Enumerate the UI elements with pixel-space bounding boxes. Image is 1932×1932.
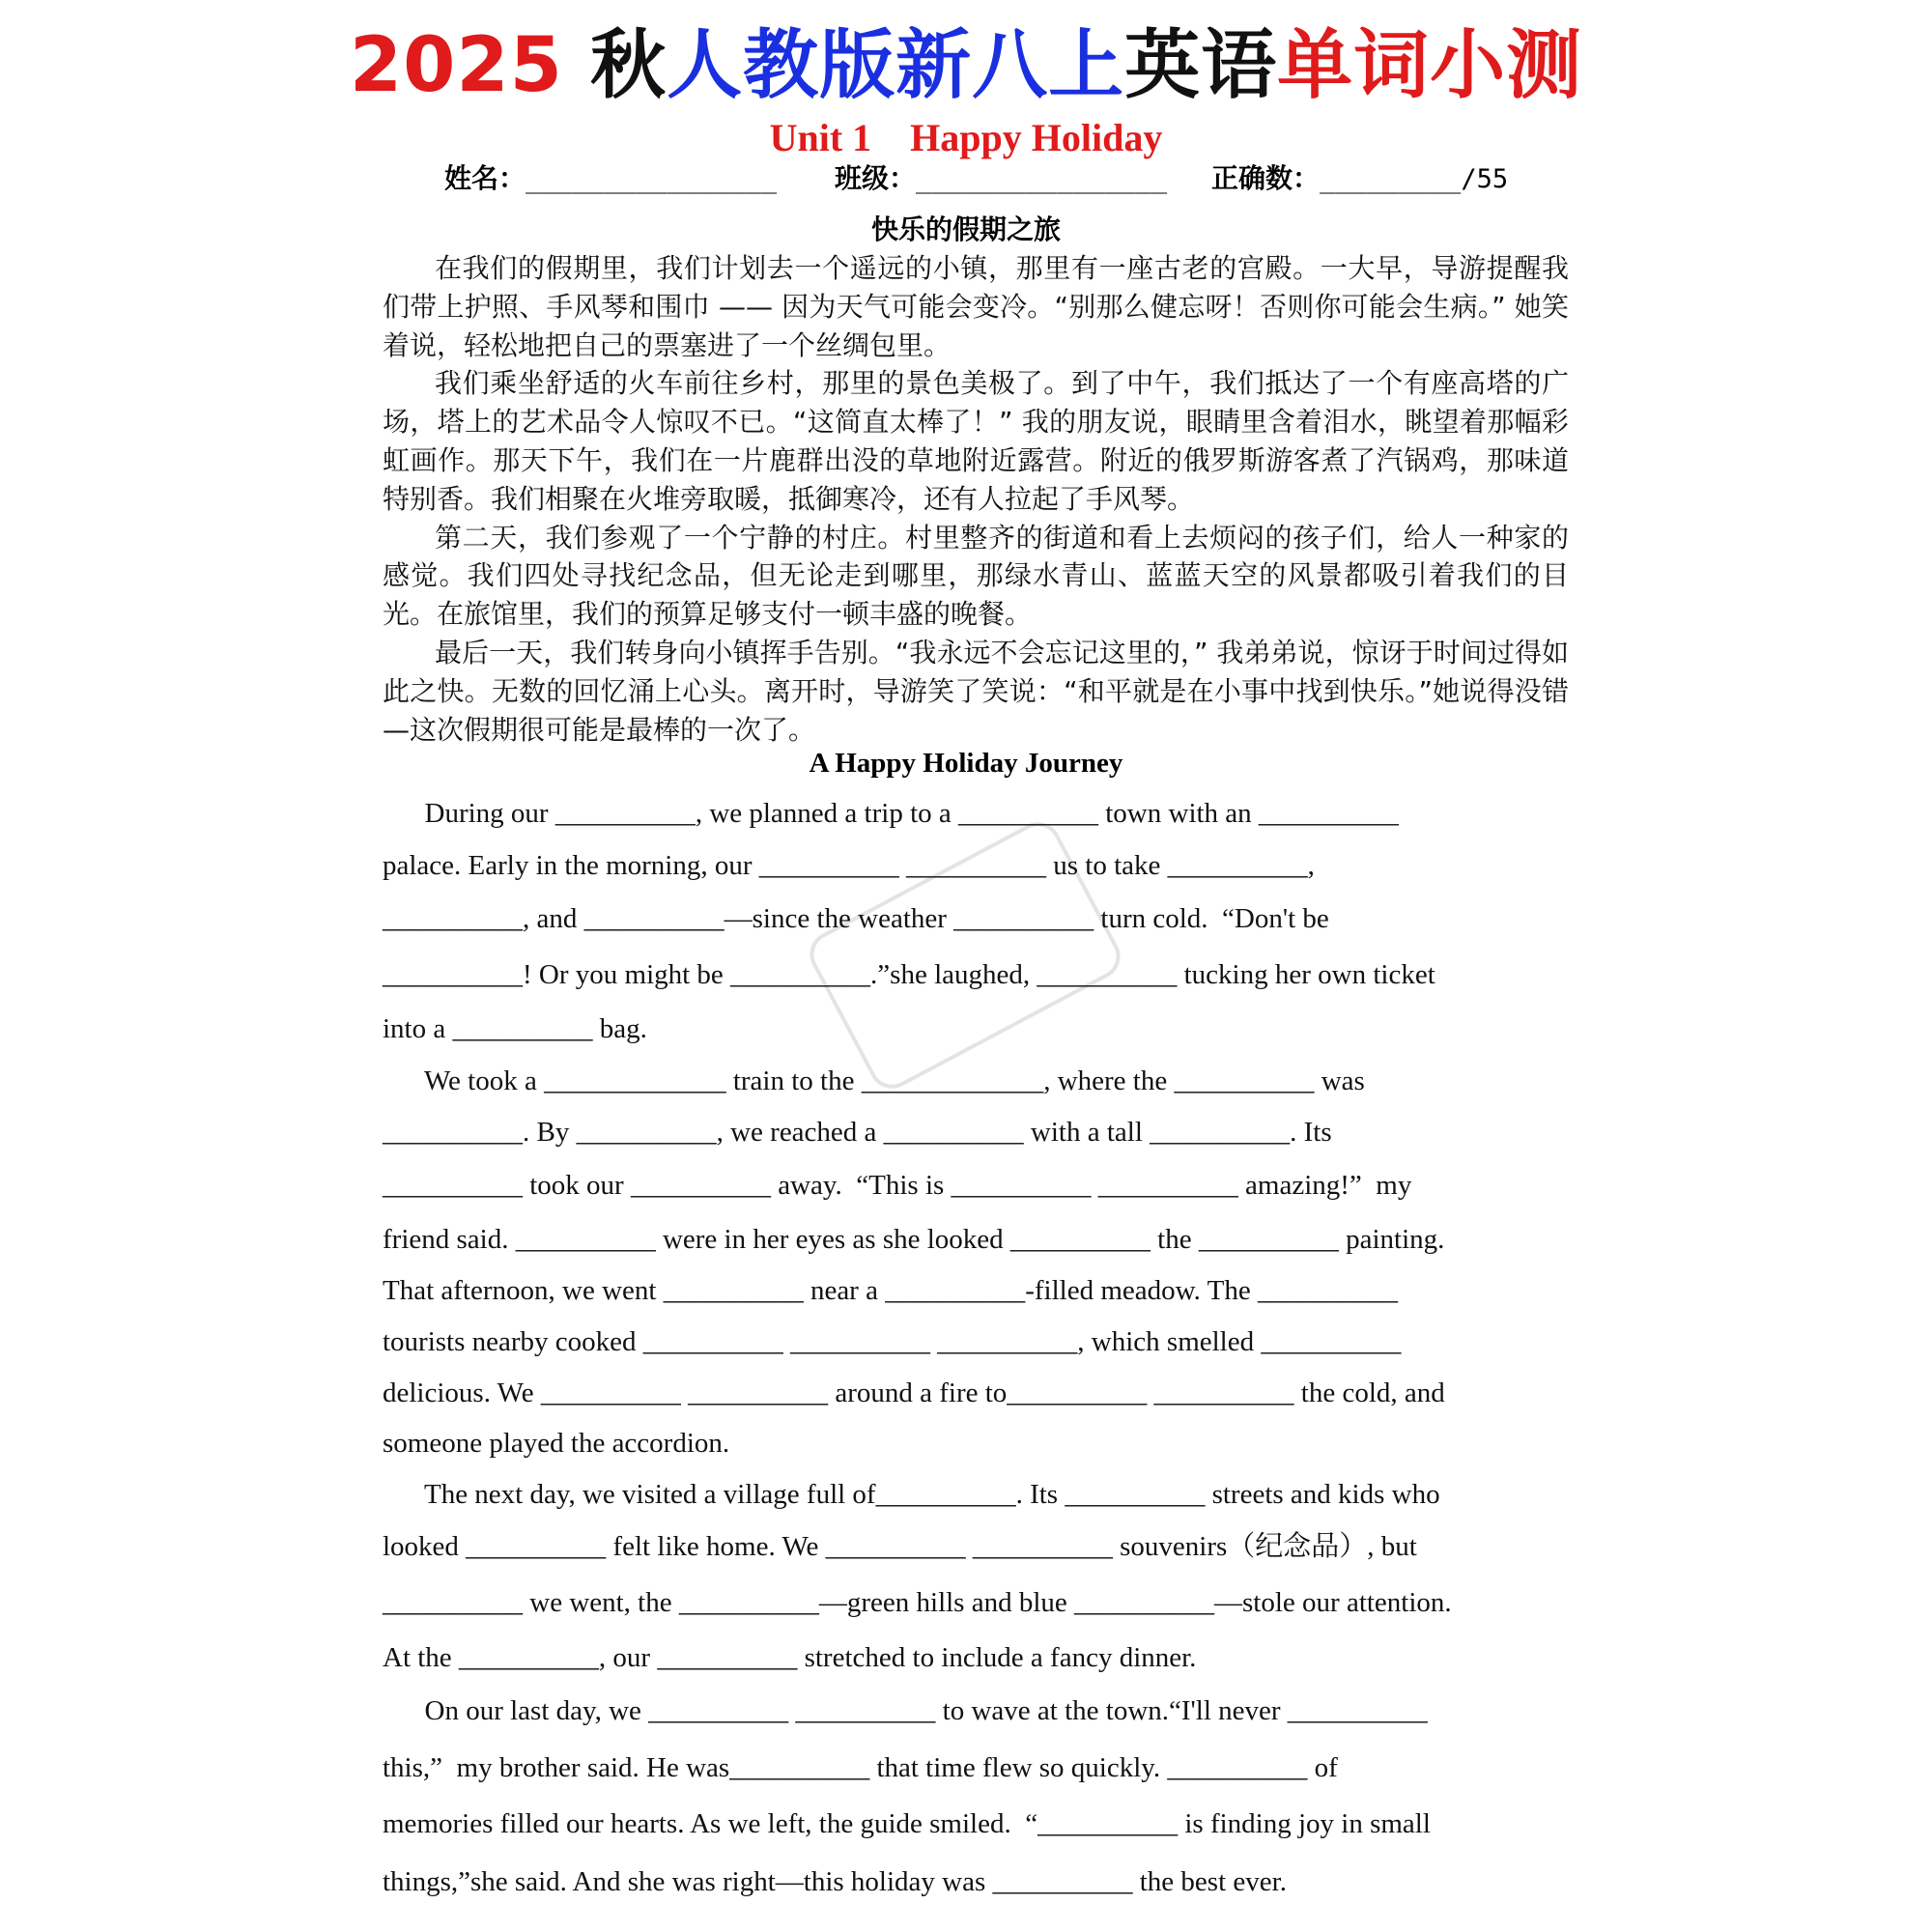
score-label: 正确数： — [1211, 162, 1321, 194]
score-blank[interactable]: _________/55 — [1320, 164, 1509, 194]
english-line: __________, and __________—since the weather __________ turn cold. “Don't be — [383, 903, 1329, 934]
english-passage-title: A Happy Holiday Journey — [809, 748, 1123, 779]
english-line: things,”she said. And she was right—this holiday was __________ the best ever. — [383, 1866, 1287, 1897]
title-season: 秋 — [590, 22, 668, 109]
english-line: That afternoon, we went __________ near a __________-filled meadow. The __________ — [383, 1275, 1398, 1306]
title-subject: 英语 — [1124, 22, 1278, 109]
chinese-passage-title: 快乐的假期之旅 — [870, 213, 1061, 245]
english-line: __________! Or you might be __________.”she laughed, __________ tucking her own ticket — [383, 959, 1435, 990]
title-year: 2025 — [349, 22, 591, 109]
chinese-paragraph: 我们乘坐舒适的火车前往乡村，那里的景色美极了。到了中午，我们抵达了一个有座高塔的广场，塔上的艺术品令人惊叹不已。“这简直太棒了！” 我的朋友说，眼睛里含着泪水，眺望着那幅彩虹画作。那天下午，我们在一片鹿群出没的草地附近露营。附近的俄罗斯游客煮了汽锅鸡，那味道特别香。我们相聚在火堆旁取暖，抵御寒冷，还有人拉起了手风琴。 — [383, 367, 1569, 515]
english-line: We took a _____________ train to the _____________, where the __________ was — [383, 1065, 1365, 1096]
chinese-paragraph: 第二天，我们参观了一个宁静的村庄。村里整齐的街道和看上去烦闷的孩子们，给人一种家的感觉。我们四处寻找纪念品，但无论走到哪里，那绿水青山、蓝蓝天空的风景都吸引着我们的目光。在旅馆里，我们的预算足够支付一顿丰盛的晚餐。 — [383, 521, 1569, 631]
english-line: delicious. We __________ __________ around a fire to__________ __________ the cold, and — [383, 1378, 1445, 1408]
class-field[interactable] — [835, 159, 1167, 199]
english-line: this,” my brother said. He was__________ that time flew so quickly. __________ of — [383, 1752, 1338, 1783]
english-line: into a __________ bag. — [383, 1013, 647, 1044]
english-line: friend said. __________ were in her eyes as she looked __________ the __________ painting. — [383, 1224, 1445, 1255]
english-line: __________ took our __________ away. “This is __________ __________ amazing!” my — [383, 1170, 1412, 1201]
english-line: At the __________, our __________ stretched to include a fancy dinner. — [383, 1642, 1197, 1673]
title-quiz: 单词小测 — [1277, 22, 1583, 109]
english-line: __________ we went, the __________—green hills and blue __________—stole our attention. — [383, 1587, 1452, 1618]
english-line: memories filled our hearts. As we left, the guide smiled. “__________ is finding joy in small — [383, 1808, 1431, 1839]
name-blank[interactable]: ________________ — [526, 164, 778, 194]
score-field[interactable] — [1211, 159, 1508, 199]
chinese-paragraph: 最后一天，我们转身向小镇挥手告别。“我永远不会忘记这里的，” 我弟弟说，惊讶于时间过得如此之快。无数的回忆涌上心头。离开时，导游笑了笑说：“和平就是在小事中找到快乐。”她说得没错—这次假期很可能是最棒的一次了。 — [383, 636, 1569, 746]
chinese-passage — [383, 249, 1569, 749]
name-field[interactable] — [444, 159, 777, 199]
english-line: tourists nearby cooked __________ __________ __________, which smelled __________ — [383, 1326, 1402, 1357]
unit-subtitle: Unit 1 Happy Holiday — [769, 116, 1163, 159]
english-line: looked __________ felt like home. We __________ __________ souvenirs（纪念品）, but — [383, 1531, 1417, 1562]
english-line: palace. Early in the morning, our __________ __________ us to take __________, — [383, 850, 1315, 881]
chinese-paragraph: 在我们的假期里，我们计划去一个遥远的小镇，那里有一座古老的宫殿。一大早，导游提醒我们带上护照、手风琴和围巾 —— 因为天气可能会变冷。“别那么健忘呀！否则你可能会生病。” 她笑着说，轻松地把自己的票塞进了一个丝绸包里。 — [383, 252, 1569, 361]
english-line: __________. By __________, we reached a __________ with a tall __________. Its — [383, 1117, 1332, 1148]
english-line: someone played the accordion. — [383, 1428, 730, 1459]
name-label: 姓名： — [444, 162, 526, 194]
english-line: The next day, we visited a village full of__________. Its __________ streets and kids who — [383, 1479, 1440, 1510]
page-title — [0, 17, 1932, 114]
english-line: On our last day, we __________ __________ to wave at the town.“I'll never __________ — [383, 1695, 1428, 1726]
class-label: 班级： — [835, 162, 917, 194]
title-edition: 人教版新八上 — [667, 22, 1125, 109]
english-line: During our __________, we planned a trip to a __________ town with an __________ — [383, 798, 1399, 829]
class-blank[interactable]: ________________ — [916, 164, 1168, 194]
